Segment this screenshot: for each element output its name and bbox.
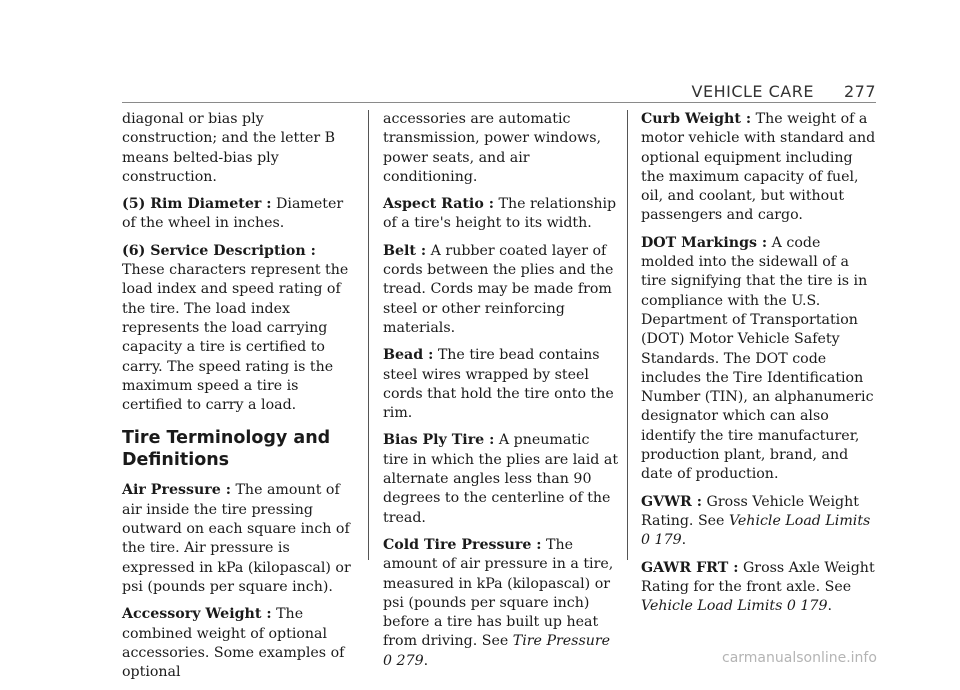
- watermark: carmanualsonline.info: [722, 650, 877, 666]
- section-heading: Tire Terminology and Definitions: [122, 428, 331, 471]
- cross-reference-page[interactable]: 0 179: [641, 532, 682, 549]
- page-number: 277: [843, 82, 876, 101]
- definition-gawr-frt: GAWR FRT : Gross Axle Weight Rating for the front axle. See Vehicle Load Limits 0 179.: [641, 559, 875, 615]
- cross-reference-page[interactable]: 0 279: [383, 652, 424, 669]
- column-divider: [627, 110, 628, 560]
- definition-rim-diameter: (5) Rim Diameter : Diameter of the wheel in inches.: [122, 196, 344, 232]
- section-title-header: VEHICLE CARE: [691, 82, 814, 101]
- column-3: [641, 110, 877, 624]
- definition-dot-markings: DOT Markings : A code molded into the sidewall of a tire signifying that the tire is in compliance with the U.S. Department of Transportation (DOT) Motor Vehicle Safety Standards. The DOT code includes the Tire Identification Number (TIN), an alphanumeric designator which can also identify the tire manufacturer, production plant, brand, and date of production.: [641, 234, 874, 483]
- definition-curb-weight: Curb Weight : The weight of a motor vehicle with standard and optional equipment including the maximum capacity of fuel, oil, and coolant, but without passengers and cargo.: [641, 111, 876, 224]
- definition-accessory-weight: Accessory Weight : The combined weight of optional accessories. Some examples of optional: [122, 606, 345, 681]
- cross-reference-link[interactable]: Tire Pressure: [512, 633, 611, 650]
- term-label: Bias Ply Tire :: [383, 432, 495, 449]
- term-label: (6) Service Description :: [122, 242, 316, 259]
- term-label: Curb Weight :: [641, 111, 752, 127]
- definition-air-pressure: Air Pressure : The amount of air inside the tire pressing outward on each square inch of the tire. Air pressure is expressed in kPa (kilopascal) or psi (pounds per square inch).: [122, 482, 351, 595]
- definition-service-description: (6) Service Description : These characters represent the load index and speed rating of the tire. The load index represents the load carrying capacity a tire is certified to carry. The speed rating is the maximum speed a tire is certified to carry a load.: [122, 242, 349, 414]
- definition-cold-tire-pressure: Cold Tire Pressure : The amount of air pressure in a tire, measured in kPa (kilopascal) or psi (pounds per square inch) before a tire has built up heat from driving. See Tire Pressure 0 279.: [383, 536, 614, 669]
- definition-gvwr: GVWR : Gross Vehicle Weight Rating. See Vehicle Load Limits 0 179.: [641, 493, 871, 549]
- term-label: Aspect Ratio :: [383, 196, 494, 213]
- term-label: Belt :: [383, 242, 427, 259]
- column-divider: [368, 110, 369, 560]
- cross-reference-page[interactable]: 0 179: [782, 598, 828, 615]
- paragraph-accessory-continued: accessories are automatic transmission, power windows, power seats, and air conditioning.: [383, 111, 601, 185]
- cross-reference-link[interactable]: Vehicle Load Limits: [728, 512, 871, 529]
- header-divider: [122, 102, 876, 103]
- term-label: GVWR :: [641, 493, 703, 510]
- definition-aspect-ratio: Aspect Ratio : The relationship of a tire's height to its width.: [383, 196, 617, 232]
- term-label: DOT Markings :: [641, 234, 768, 251]
- definition-bead: Bead : The tire bead contains steel wires wrapped by steel cords that hold the tire onto the rim.: [383, 347, 614, 422]
- term-label: Accessory Weight :: [122, 606, 272, 623]
- cross-reference-link[interactable]: Vehicle Load Limits: [641, 598, 783, 615]
- column-1: [122, 110, 358, 690]
- term-label: (5) Rim Diameter :: [122, 196, 272, 213]
- page-header: [692, 82, 876, 101]
- term-label: Cold Tire Pressure :: [383, 536, 542, 553]
- term-label: GAWR FRT :: [641, 559, 739, 576]
- column-2: [383, 110, 619, 679]
- term-label: Bead :: [383, 347, 434, 364]
- definition-belt: Belt : A rubber coated layer of cords between the plies and the tread. Cords may be made from steel or other reinforcing materials.: [383, 242, 614, 336]
- paragraph-construction: diagonal or bias ply construction; and the letter B means belted-bias ply construction.: [122, 111, 336, 185]
- definition-bias-ply-tire: Bias Ply Tire : A pneumatic tire in which the plies are laid at alternate angles less than 90 degrees to the centerline of the tread.: [383, 432, 619, 526]
- term-label: Air Pressure :: [122, 482, 231, 499]
